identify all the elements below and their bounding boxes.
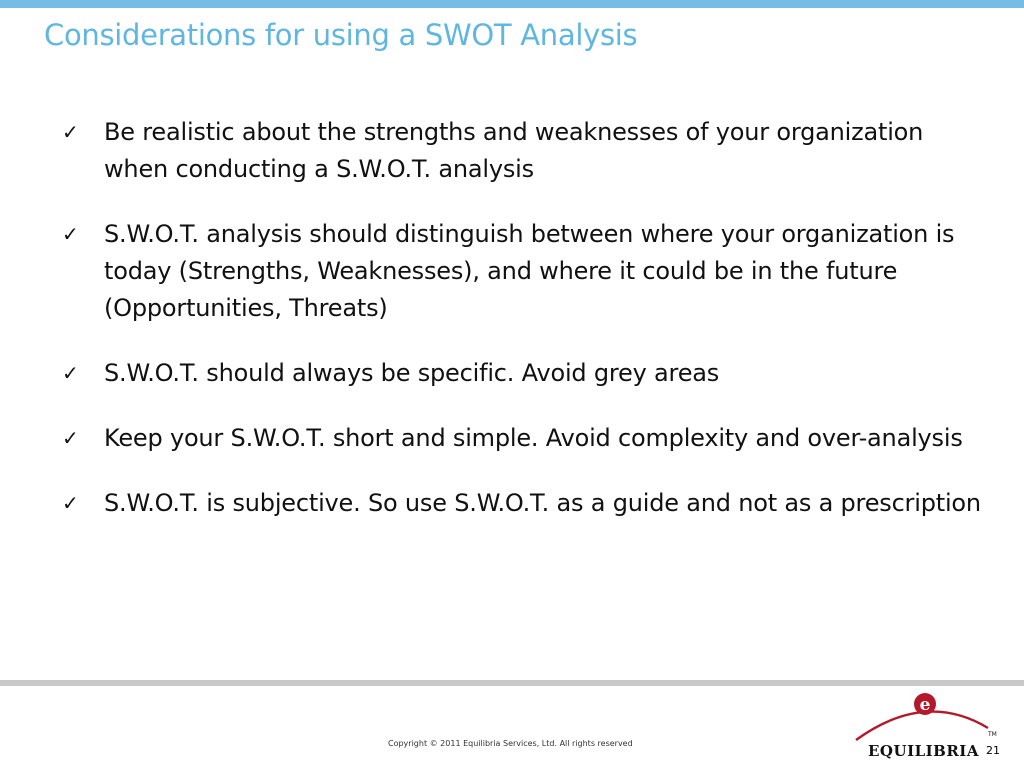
logo-wordmark: EQUILIBRIA — [868, 742, 979, 760]
bullet-list — [62, 114, 992, 550]
checkmark-icon: ✓ — [62, 222, 79, 246]
bullet-item — [62, 355, 992, 392]
bullet-text: Keep your S.W.O.T. short and simple. Avoid complexity and over-analysis — [104, 424, 963, 452]
checkmark-icon: ✓ — [62, 491, 79, 515]
equilibria-logo — [850, 690, 1000, 764]
bullet-text: S.W.O.T. should always be specific. Avoid grey areas — [104, 359, 720, 387]
bullet-item — [62, 114, 992, 188]
copyright-notice: Copyright © 2011 Equilibria Services, Ltd. All rights reserved — [388, 739, 633, 748]
logo-trademark: TM — [988, 731, 997, 738]
bullet-item — [62, 485, 992, 522]
slide-title: Considerations for using a SWOT Analysis — [44, 18, 638, 52]
checkmark-icon: ✓ — [62, 426, 79, 450]
bullet-item — [62, 216, 992, 327]
top-accent-bar — [0, 0, 1024, 8]
footer-divider — [0, 680, 1024, 686]
logo-arc — [856, 712, 988, 740]
bullet-text: S.W.O.T. is subjective. So use S.W.O.T. as a guide and not as a prescription — [104, 489, 981, 517]
bullet-item — [62, 420, 992, 457]
checkmark-icon: ✓ — [62, 120, 79, 144]
bullet-text: S.W.O.T. analysis should distinguish between where your organization is today (Strengths, Weaknesses), and where it could be in the future (Opportunities, Threats) — [104, 220, 955, 322]
bullet-text: Be realistic about the strengths and weaknesses of your organization when conducting a S.W.O.T. analysis — [104, 118, 924, 183]
logo-letter: e — [919, 695, 931, 715]
page-number: 21 — [986, 744, 1000, 757]
checkmark-icon: ✓ — [62, 361, 79, 385]
